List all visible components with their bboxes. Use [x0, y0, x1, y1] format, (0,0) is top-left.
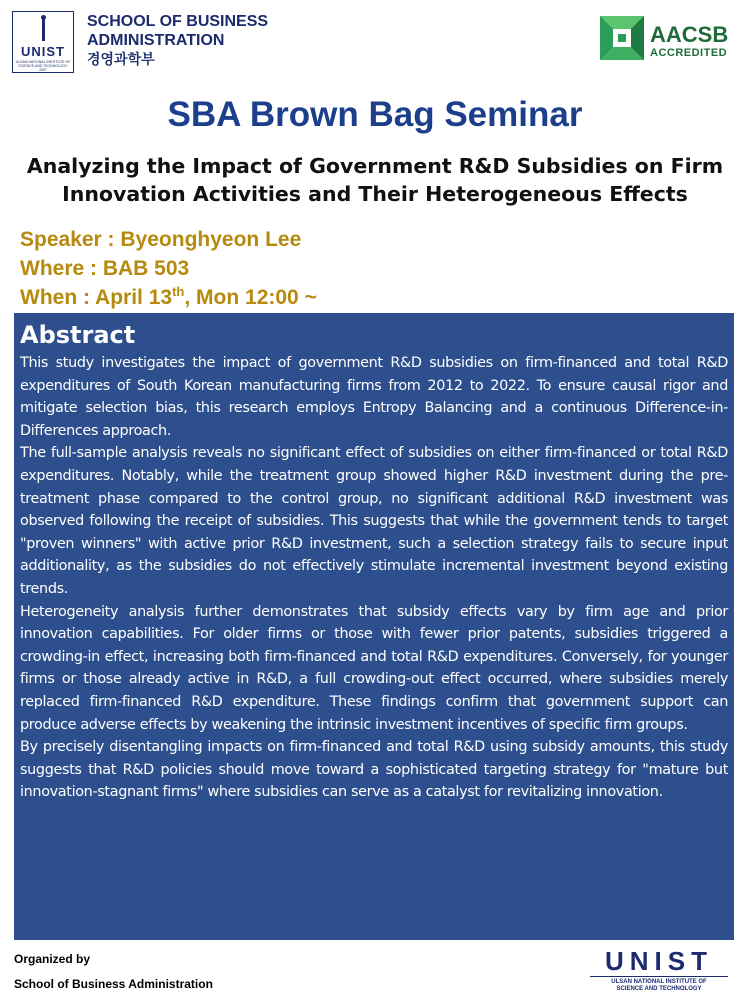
aacsb-logo	[600, 16, 732, 64]
abstract-paragraph: This study investigates the impact of government R&D subsidies on firm-financed and total R&D expenditures of South Korean manufacturing firms from 2012 to 2022. To ensure causal rigor and mitigate selection bias, this research employs Entropy Balancing and a continuous Difference-in-Differences approach.	[20, 355, 728, 439]
unist-footer-word: UNIST	[605, 946, 713, 976]
talk-title-line2: Innovation Activities and Their Heterogeneous Effects	[62, 182, 688, 206]
aacsb-mark-icon	[600, 16, 644, 60]
header	[0, 0, 750, 90]
abstract-body	[20, 352, 728, 804]
abstract-paragraph: By precisely disentangling impacts on firm-financed and total R&D using subsidy amounts, this study suggests that R&D policies should move toward a sophisticated targeting strategy for "mature but innovation-stagnant firms" where subsidies can serve as a catalyst for revitalizing innovation.	[20, 739, 728, 801]
school-name-korean: 경영과학부	[87, 51, 155, 67]
unist-logo	[12, 11, 74, 73]
unist-logo-word: UNIST	[21, 44, 65, 59]
school-name-line2: ADMINISTRATION	[87, 32, 225, 49]
unist-footer-sub1: ULSAN NATIONAL INSTITUTE OF	[611, 979, 707, 985]
speaker-line: Speaker : Byeonghyeon Lee	[20, 228, 302, 251]
organized-by-label: Organized by	[14, 952, 91, 966]
unist-footer-logo	[590, 948, 728, 993]
when-line: When : April 13th, Mon 12:00 ~	[20, 284, 317, 309]
organizer-name: School of Business Administration	[14, 977, 213, 991]
talk-title	[10, 152, 740, 208]
abstract-heading: Abstract	[20, 321, 136, 349]
abstract-section	[14, 313, 734, 940]
unist-footer-sub2: SCIENCE AND TECHNOLOGY	[616, 986, 702, 992]
page-title: SBA Brown Bag Seminar	[167, 95, 583, 134]
school-name	[87, 12, 268, 69]
aacsb-accredited: ACCREDITED	[650, 47, 728, 59]
talk-title-line1: Analyzing the Impact of Government R&D Subsidies on Firm	[26, 154, 724, 178]
unist-logo-subtitle: ULSAN NATIONAL INSTITUTE OF SCIENCE AND TECHNOLOGY 2007	[15, 60, 71, 72]
event-info	[20, 225, 317, 312]
where-line: Where : BAB 503	[20, 257, 190, 280]
abstract-paragraph: Heterogeneity analysis further demonstrates that subsidy effects vary by firm age and prior innovation capabilities. For older firms or those with fewer prior patents, subsidies triggered a crowding-in effect, increasing both firm-financed and total R&D expenditures. Conversely, for younger firms or those already active in R&D, a full crowding-out effect occurred, where subsidies merely replaced firm-financed R&D expenditure. These findings confirm that government support can produce adverse effects by weakening the intrinsic investment incentives of specific firm groups.	[20, 603, 728, 733]
aacsb-name: AACSB	[650, 22, 729, 47]
abstract-paragraph: The full-sample analysis reveals no significant effect of subsidies on either firm-financed or total R&D expenditures. Notably, while the treatment group showed higher R&D investment during the pre-treatment phase compared to the control group, no significant additional R&D investment was observed following the receipt of subsidies. This suggests that while the government tends to target "proven winners" with active prior R&D investment, such a selection strategy fails to secure input additionality, as the subsidies do not effectively stimulate incremental investment beyond existing trends.	[20, 445, 728, 597]
school-name-line1: SCHOOL OF BUSINESS	[87, 13, 269, 30]
